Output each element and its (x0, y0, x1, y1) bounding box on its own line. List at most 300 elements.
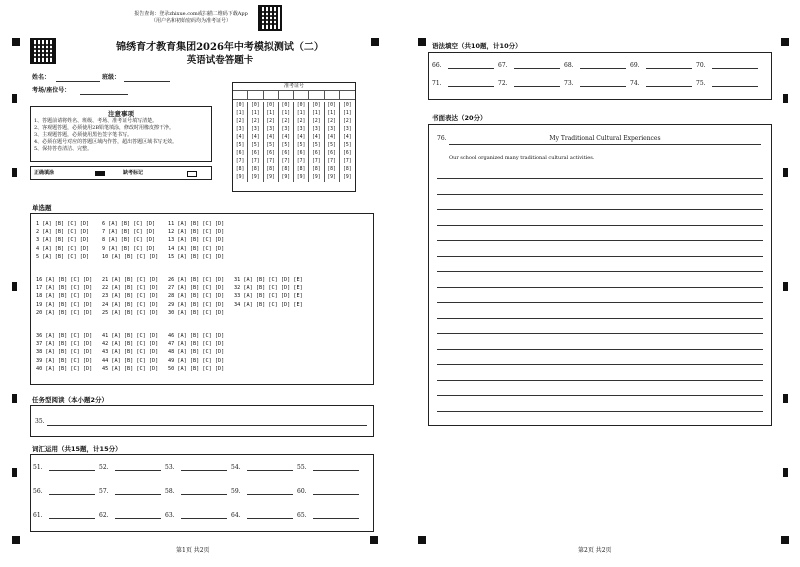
writing-answer-line[interactable] (437, 287, 763, 288)
writing-answer-line[interactable] (437, 225, 763, 226)
choice-question-row[interactable]: 9 [A] [B] [C] [D] (102, 245, 156, 252)
exam-id-digit-bubble[interactable]: [4] (343, 135, 352, 140)
fill-blank-number: 57. (99, 488, 109, 495)
fill-blank-item (33, 512, 95, 519)
notes-box (30, 106, 212, 162)
room-field[interactable] (80, 94, 128, 95)
fill-blank-number: 70. (696, 62, 706, 69)
fill-blank-number: 72. (498, 80, 508, 87)
registration-mark (370, 536, 378, 544)
fill-blank-item (297, 512, 359, 519)
exam-id-column (233, 102, 248, 182)
exam-id-digit-bubble[interactable]: [8] (312, 167, 321, 172)
choice-question-row[interactable]: 37 [A] [B] [C] [D] (36, 341, 93, 348)
exam-id-digit-bubble[interactable]: [4] (251, 135, 260, 140)
choice-question-row[interactable]: 40 [A] [B] [C] [D] (36, 365, 93, 372)
notes-item: 5、保持答卷清洁、完整。 (34, 146, 93, 152)
registration-mark (781, 38, 789, 46)
fill-blank-number: 60. (297, 488, 307, 495)
exam-id-box (232, 82, 356, 192)
exam-id-digit-bubble[interactable]: [4] (327, 135, 336, 140)
fill-blank-number: 66. (432, 62, 442, 69)
registration-mark (12, 536, 20, 544)
exam-id-digit-bubble[interactable]: [7] (312, 159, 321, 164)
choice-column (102, 332, 158, 373)
choice-question-row[interactable]: 22 [A] [B] [C] [D] (102, 285, 159, 292)
page-number-2: 第2页 共2页 (578, 547, 612, 554)
vocab-title: 词汇运用（共15题，计15分） (32, 445, 122, 453)
exam-id-digit-bubble[interactable]: [3] (296, 127, 306, 132)
choice-question-row[interactable]: 38 [A] [B] [C] [D] (36, 349, 93, 356)
exam-id-digit-bubble[interactable]: [2] (235, 119, 245, 124)
exam-id-digit-bubble[interactable]: [6] (296, 151, 306, 156)
writing-answer-line[interactable] (437, 349, 763, 350)
registration-mark (371, 38, 379, 46)
choice-question-row[interactable]: 16 [A] [B] [C] [D] (36, 277, 93, 283)
choice-column (168, 220, 224, 261)
choice-column (234, 276, 303, 309)
fill-blank-item (498, 62, 560, 69)
exam-id-digit-bubble[interactable]: [4] (296, 135, 306, 140)
correct-fill-label: 正确填涂 (34, 170, 55, 176)
fill-blank-answer-line[interactable] (181, 489, 227, 495)
exam-id-digit-bubble[interactable]: [4] (312, 135, 321, 140)
fill-blank-item (630, 62, 692, 69)
fill-blank-answer-line[interactable] (115, 489, 161, 495)
exam-id-digit-bubble[interactable]: [9] (312, 175, 321, 180)
exam-id-digit-bubble[interactable]: [0] (281, 103, 291, 108)
class-field[interactable] (124, 81, 170, 82)
timing-mark (12, 282, 17, 291)
fill-blank-answer-line[interactable] (115, 465, 161, 471)
fill-blank-item (297, 488, 359, 495)
fill-blank-item (165, 464, 227, 471)
fill-blank-number: 62. (99, 512, 109, 519)
choice-question-row[interactable]: 42 [A] [B] [C] [D] (102, 341, 159, 348)
exam-id-digit-bubble[interactable]: [3] (312, 127, 321, 132)
exam-id-digit-bubble[interactable]: [2] (327, 119, 336, 124)
writing-answer-line[interactable] (437, 318, 763, 319)
app-qr-code (258, 5, 282, 31)
choice-column (168, 276, 224, 317)
exam-id-digit-bubble[interactable]: [6] (235, 151, 245, 156)
registration-mark (781, 536, 789, 544)
exam-id-digit-bubble[interactable]: [3] (235, 127, 245, 132)
exam-id-digit-bubble[interactable]: [8] (251, 167, 260, 172)
exam-id-digit-bubble[interactable]: [9] (235, 175, 245, 180)
fill-blank-answer-line[interactable] (712, 63, 758, 69)
exam-id-digit-bubble[interactable]: [1] (266, 111, 275, 116)
exam-id-digit-bubble[interactable]: [7] (327, 159, 336, 164)
fill-blank-number: 65. (297, 512, 307, 519)
exam-id-digit-bubble[interactable]: [1] (235, 111, 245, 116)
choice-question-row[interactable]: 46 [A] [B] [C] [D] (168, 333, 225, 339)
fill-blank-answer-line[interactable] (514, 63, 560, 69)
exam-id-digit-bubble[interactable]: [7] (296, 159, 306, 164)
choice-question-row[interactable]: 33 [A] [B] [C] [D] [E] (234, 293, 303, 300)
exam-id-digit-bubble[interactable]: [7] (251, 159, 260, 164)
fill-blank-answer-line[interactable] (646, 63, 692, 69)
choice-question-row[interactable]: 10 [A] [B] [C] [D] (102, 253, 159, 260)
exam-id-digit-bubble[interactable]: [8] (327, 167, 336, 172)
registration-mark (418, 536, 426, 544)
fill-blank-answer-line[interactable] (313, 489, 359, 495)
choice-question-row[interactable]: 41 [A] [B] [C] [D] (102, 333, 159, 339)
exam-id-digit-bubble[interactable]: [7] (343, 159, 352, 164)
exam-id-column (264, 102, 279, 182)
exam-id-digit-bubble[interactable]: [2] (296, 119, 306, 124)
notes-title: 注意事项 (108, 110, 134, 118)
exam-id-digit-bubble[interactable]: [3] (343, 127, 352, 132)
fill-blank-number: 54. (231, 464, 241, 471)
fill-blank-number: 71. (432, 80, 442, 87)
choice-question-row[interactable]: 19 [A] [B] [C] [D] (36, 301, 93, 308)
exam-id-digit-bubble[interactable]: [6] (281, 151, 291, 156)
exam-id-digit-bubble[interactable]: [6] (312, 151, 321, 156)
fill-blank-answer-line[interactable] (247, 465, 293, 471)
choice-question-row[interactable]: 31 [A] [B] [C] [D] [E] (234, 277, 303, 283)
notes-item: 3、主观题答题，必须使用黑色签字笔书写。 (34, 132, 133, 138)
fill-blank-answer-line[interactable] (247, 489, 293, 495)
exam-id-digit-bubble[interactable]: [0] (235, 103, 245, 108)
fill-blank-answer-line[interactable] (580, 63, 626, 69)
choice-question-row[interactable]: 3 [A] [B] [C] [D] (36, 237, 90, 244)
exam-id-bubbles[interactable] (233, 100, 355, 182)
exam-id-digit-bubble[interactable]: [2] (343, 119, 352, 124)
choice-column (102, 220, 158, 261)
fill-blank-number: 67. (498, 62, 508, 69)
choice-question-row[interactable]: 43 [A] [B] [C] [D] (102, 349, 159, 356)
fill-blank-number: 61. (33, 512, 43, 519)
choice-question-row[interactable]: 26 [A] [B] [C] [D] (168, 277, 225, 283)
choice-column (168, 332, 224, 373)
fill-blank-number: 56. (33, 488, 43, 495)
writing-answer-line[interactable] (437, 178, 763, 179)
exam-id-column (294, 102, 309, 182)
fill-blank-answer-line[interactable] (646, 81, 692, 87)
fill-blank-item (99, 488, 161, 495)
choice-column (36, 276, 92, 317)
choice-question-row[interactable]: 8 [A] [B] [C] [D] (102, 237, 156, 244)
fill-blank-answer-line[interactable] (514, 81, 560, 87)
fill-blank-item (498, 80, 560, 87)
exam-id-digit-bubble[interactable]: [7] (281, 159, 291, 164)
room-label: 考场/座位号： (32, 87, 71, 94)
exam-id-digit-bubble[interactable]: [3] (266, 127, 275, 132)
timing-mark (12, 94, 17, 103)
filled-bubble-icon (95, 171, 105, 176)
choice-question-row[interactable]: 24 [A] [B] [C] [D] (102, 301, 159, 308)
exam-id-digit-bubble[interactable]: [3] (251, 127, 260, 132)
fill-blank-item (564, 62, 626, 69)
writing-first-line: Our school organized many traditional cultural activities. (449, 155, 595, 161)
fill-blank-number: 63. (165, 512, 175, 519)
fill-blank-number: 52. (99, 464, 109, 471)
exam-id-digit-bubble[interactable]: [0] (327, 103, 336, 108)
fill-blank-answer-line[interactable] (115, 513, 161, 519)
fill-blank-number: 58. (165, 488, 175, 495)
writing-answer-line[interactable] (437, 194, 763, 195)
fill-blank-item (432, 80, 494, 87)
exam-id-digit-bubble[interactable]: [3] (327, 127, 336, 132)
writing-answer-line[interactable] (437, 411, 763, 412)
timing-mark (12, 394, 17, 403)
fill-blank-item (99, 464, 161, 471)
writing-answer-line[interactable] (437, 209, 763, 210)
exam-id-digit-bubble[interactable]: [1] (281, 111, 291, 116)
fill-blank-answer-line[interactable] (49, 465, 95, 471)
choice-question-row[interactable]: 29 [A] [B] [C] [D] (168, 301, 225, 308)
choice-question-row[interactable]: 44 [A] [B] [C] [D] (102, 357, 159, 364)
exam-id-digit-bubble[interactable]: [8] (281, 167, 291, 172)
fill-blank-answer-line[interactable] (448, 81, 494, 87)
exam-id-column (309, 102, 324, 182)
report-notice (116, 11, 266, 25)
task-reading-number: 35. (35, 418, 45, 425)
choice-question-row[interactable]: 20 [A] [B] [C] [D] (36, 309, 93, 316)
exam-id-digit-bubble[interactable]: [9] (266, 175, 275, 180)
exam-id-digit-bubble[interactable]: [5] (281, 143, 291, 148)
student-qr-code (30, 38, 56, 64)
exam-id-digit-bubble[interactable]: [0] (251, 103, 260, 108)
writing-answer-line[interactable] (437, 333, 763, 334)
choice-question-row[interactable]: 49 [A] [B] [C] [D] (168, 357, 225, 364)
choice-question-row[interactable]: 25 [A] [B] [C] [D] (102, 309, 159, 316)
writing-topic: My Traditional Cultural Experiences (449, 135, 761, 145)
fill-blank-item (33, 488, 95, 495)
exam-id-digit-bubble[interactable]: [6] (327, 151, 336, 156)
choice-question-row[interactable]: 1 [A] [B] [C] [D] (36, 221, 90, 227)
writing-answer-line[interactable] (437, 271, 763, 272)
exam-id-digit-bubble[interactable]: [5] (343, 143, 352, 148)
fill-blank-answer-line[interactable] (580, 81, 626, 87)
exam-id-digit-bubble[interactable]: [5] (235, 143, 245, 148)
exam-id-digit-bubble[interactable]: [0] (296, 103, 306, 108)
choice-question-row[interactable]: 12 [A] [B] [C] [D] (168, 229, 225, 236)
fill-blank-answer-line[interactable] (49, 489, 95, 495)
choice-question-row[interactable]: 13 [A] [B] [C] [D] (168, 237, 225, 244)
exam-id-digit-bubble[interactable]: [0] (343, 103, 352, 108)
fill-blank-item (696, 62, 758, 69)
exam-id-digit-bubble[interactable]: [4] (235, 135, 245, 140)
writing-answer-line[interactable] (437, 256, 763, 257)
timing-mark (783, 468, 788, 477)
choice-question-row[interactable]: 47 [A] [B] [C] [D] (168, 341, 225, 348)
exam-id-digit-bubble[interactable]: [2] (266, 119, 275, 124)
timing-mark (783, 94, 788, 103)
fill-blank-number: 59. (231, 488, 241, 495)
exam-id-digit-bubble[interactable]: [9] (343, 175, 352, 180)
exam-id-column (248, 102, 263, 182)
writing-answer-line[interactable] (437, 395, 763, 396)
choice-question-row[interactable]: 6 [A] [B] [C] [D] (102, 221, 156, 227)
fill-blank-answer-line[interactable] (313, 513, 359, 519)
exam-id-digit-bubble[interactable]: [2] (251, 119, 260, 124)
registration-mark (418, 38, 426, 46)
task-reading-box (30, 405, 374, 437)
exam-id-digit-bubble[interactable]: [1] (343, 111, 352, 116)
choice-question-row[interactable]: 50 [A] [B] [C] [D] (168, 365, 225, 372)
exam-id-digit-bubble[interactable]: [2] (312, 119, 321, 124)
fill-blank-answer-line[interactable] (247, 513, 293, 519)
fill-blank-number: 73. (564, 80, 574, 87)
exam-id-digit-bubble[interactable]: [5] (296, 143, 306, 148)
absent-mark-label: 缺考标记 (123, 170, 144, 176)
page-number-1: 第1页 共2页 (176, 547, 210, 554)
exam-id-digit-bubble[interactable]: [1] (327, 111, 336, 116)
fill-blank-number: 55. (297, 464, 307, 471)
exam-id-digit-bubble[interactable]: [1] (251, 111, 260, 116)
exam-id-digit-bubble[interactable]: [3] (281, 127, 291, 132)
exam-id-digit-bubble[interactable]: [0] (312, 103, 321, 108)
exam-id-digit-bubble[interactable]: [6] (251, 151, 260, 156)
timing-mark (12, 168, 17, 177)
absent-checkbox[interactable] (187, 171, 197, 177)
choice-question-row[interactable]: 11 [A] [B] [C] [D] (168, 221, 225, 227)
exam-id-digit-bubble[interactable]: [9] (251, 175, 260, 180)
fill-blank-item (165, 512, 227, 519)
fill-blank-item (696, 80, 758, 87)
choice-question-row[interactable]: 17 [A] [B] [C] [D] (36, 285, 93, 292)
writing-answer-line[interactable] (437, 240, 763, 241)
timing-mark (12, 468, 17, 477)
choice-column (36, 220, 89, 261)
exam-id-digit-bubble[interactable]: [4] (281, 135, 291, 140)
fill-blank-answer-line[interactable] (181, 465, 227, 471)
exam-id-digit-bubble[interactable]: [9] (281, 175, 291, 180)
fill-blank-item (630, 80, 692, 87)
exam-id-digit-bubble[interactable]: [2] (281, 119, 291, 124)
task-reading-title: 任务型阅读（本小题2分） (32, 396, 109, 404)
choice-question-row[interactable]: 27 [A] [B] [C] [D] (168, 285, 225, 292)
choice-question-row[interactable]: 7 [A] [B] [C] [D] (102, 229, 156, 236)
fill-blank-item (33, 464, 95, 471)
task-reading-answer-line[interactable] (47, 425, 367, 426)
name-field[interactable] (56, 81, 100, 82)
exam-id-column (325, 102, 340, 182)
choice-question-row[interactable]: 28 [A] [B] [C] [D] (168, 293, 225, 300)
choice-question-row[interactable]: 2 [A] [B] [C] [D] (36, 229, 90, 236)
exam-id-digit-bubble[interactable]: [7] (235, 159, 245, 164)
exam-id-digit-bubble[interactable]: [8] (266, 167, 275, 172)
exam-id-digit-bubble[interactable]: [5] (312, 143, 321, 148)
timing-mark (783, 168, 788, 177)
fill-blank-number: 68. (564, 62, 574, 69)
choice-question-row[interactable]: 30 [A] [B] [C] [D] (168, 309, 225, 316)
notes-item: 1、答题前请将姓名、班级、考场、准考证号填写清楚。 (34, 118, 158, 124)
exam-id-label: 准考证号 (233, 83, 355, 91)
choice-question-row[interactable]: 32 [A] [B] [C] [D] [E] (234, 285, 303, 292)
single-choice-title: 单选题 (32, 204, 52, 212)
fill-blank-number: 53. (165, 464, 175, 471)
writing-answer-line[interactable] (437, 302, 763, 303)
fill-blank-item (231, 464, 293, 471)
writing-answer-line[interactable] (437, 364, 763, 365)
choice-column (102, 276, 158, 317)
fill-legend-box (30, 166, 212, 180)
writing-title: 书面表达（20分） (432, 114, 487, 122)
choice-question-row[interactable]: 23 [A] [B] [C] [D] (102, 293, 159, 300)
exam-id-digit-bubble[interactable]: [4] (266, 135, 275, 140)
timing-mark (783, 394, 788, 403)
grammar-box (428, 52, 772, 100)
choice-question-row[interactable]: 21 [A] [B] [C] [D] (102, 277, 159, 283)
exam-id-digit-bubble[interactable]: [5] (266, 143, 275, 148)
exam-id-digit-bubble[interactable]: [7] (266, 159, 275, 164)
notes-item: 2、客观题答题，必须使用2B铅笔填涂，修改时用橡皮擦干净。 (34, 125, 175, 131)
fill-blank-item (432, 62, 494, 69)
fill-blank-item (99, 512, 161, 519)
fill-blank-item (165, 488, 227, 495)
fill-blank-item (231, 512, 293, 519)
fill-blank-item (297, 464, 359, 471)
fill-blank-number: 64. (231, 512, 241, 519)
writing-answer-line[interactable] (437, 380, 763, 381)
choice-question-row[interactable]: 34 [A] [B] [C] [D] [E] (234, 301, 303, 308)
exam-id-column (340, 102, 355, 182)
exam-id-digit-bubble[interactable]: [1] (312, 111, 321, 116)
exam-id-write-cells[interactable] (233, 91, 355, 100)
class-label: 班级： (102, 74, 121, 81)
exam-id-digit-bubble[interactable]: [5] (251, 143, 260, 148)
choice-question-row[interactable]: 4 [A] [B] [C] [D] (36, 245, 90, 252)
exam-id-digit-bubble[interactable]: [0] (266, 103, 275, 108)
exam-id-digit-bubble[interactable]: [9] (296, 175, 306, 180)
notes-item: 4、必须在题号对应的答题区域内作答，超出答题区域书写无效。 (34, 139, 178, 145)
fill-blank-answer-line[interactable] (181, 513, 227, 519)
choice-question-row[interactable]: 45 [A] [B] [C] [D] (102, 365, 159, 372)
report-notice-line2: （用户名和初始密码均为准考证号） (150, 18, 231, 24)
choice-question-row[interactable]: 39 [A] [B] [C] [D] (36, 357, 93, 364)
fill-blank-answer-line[interactable] (313, 465, 359, 471)
choice-question-row[interactable]: 36 [A] [B] [C] [D] (36, 333, 93, 339)
exam-id-digit-bubble[interactable]: [6] (343, 151, 352, 156)
grammar-title: 语法填空（共10题，计10分） (432, 42, 522, 50)
exam-id-digit-bubble[interactable]: [8] (296, 167, 306, 172)
report-notice-line1: 报告查询：登录zhixue.com或扫描二维码下载App (134, 11, 248, 17)
exam-id-digit-bubble[interactable]: [1] (296, 111, 306, 116)
fill-blank-item (564, 80, 626, 87)
choice-question-row[interactable]: 18 [A] [B] [C] [D] (36, 293, 93, 300)
fill-blank-number: 51. (33, 464, 43, 471)
choice-column (36, 332, 92, 373)
page-subtitle: 英语试卷答题卡 (186, 55, 254, 66)
fill-blank-answer-line[interactable] (712, 81, 758, 87)
exam-id-column (279, 102, 294, 182)
timing-mark (783, 282, 788, 291)
fill-blank-number: 74. (630, 80, 640, 87)
exam-id-digit-bubble[interactable]: [5] (327, 143, 336, 148)
writing-number: 76. (437, 135, 447, 142)
exam-id-digit-bubble[interactable]: [8] (235, 167, 245, 172)
fill-blank-item (231, 488, 293, 495)
fill-blank-answer-line[interactable] (448, 63, 494, 69)
fill-blank-number: 69. (630, 62, 640, 69)
writing-box (428, 124, 772, 426)
exam-id-digit-bubble[interactable]: [9] (327, 175, 336, 180)
choice-question-row[interactable]: 15 [A] [B] [C] [D] (168, 253, 225, 260)
fill-blank-answer-line[interactable] (49, 513, 95, 519)
choice-question-row[interactable]: 48 [A] [B] [C] [D] (168, 349, 225, 356)
choice-question-row[interactable]: 5 [A] [B] [C] [D] (36, 253, 90, 260)
page-title: 锦绣育才教育集团2026年中考模拟测试（二） (116, 42, 324, 53)
name-label: 姓名： (32, 74, 51, 81)
exam-id-digit-bubble[interactable]: [6] (266, 151, 275, 156)
choice-question-row[interactable]: 14 [A] [B] [C] [D] (168, 245, 225, 252)
fill-blank-number: 75. (696, 80, 706, 87)
registration-mark (12, 38, 20, 46)
exam-id-digit-bubble[interactable]: [8] (343, 167, 352, 172)
